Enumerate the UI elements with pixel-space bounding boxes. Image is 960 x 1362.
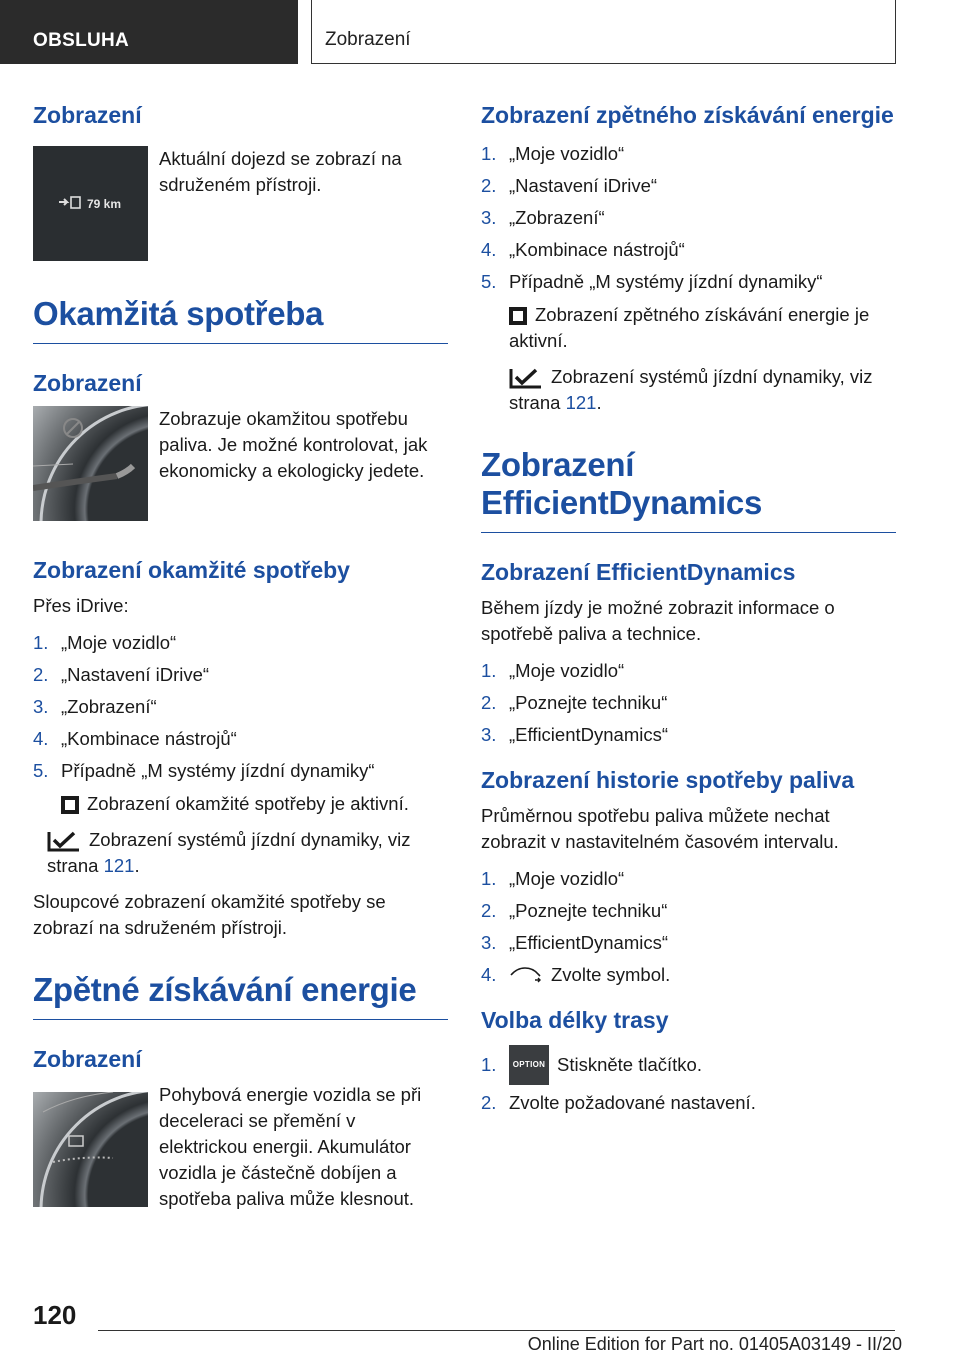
section-text: Během jízdy je možné zobrazit informace o spotřebě paliva a technice. — [481, 597, 835, 644]
section-title: Zobrazení EfficientDynamics — [481, 559, 796, 585]
range-display-image — [33, 146, 148, 261]
steps-list — [481, 138, 896, 298]
list-item: 1. „Moje vozidlo“ — [33, 632, 177, 653]
header-section: OBSLUHA — [0, 0, 298, 64]
section-title: Zobrazení — [33, 370, 142, 396]
section-text: Zobrazuje okamžitou spotřebu paliva. Je možné kontrolovat, jak ekonomicky a ekologicky jedete. — [159, 408, 428, 481]
list-item: 4. „Kombinace nástrojů“ — [481, 239, 685, 260]
note-dynamics: Zobrazení systémů jízdní dynamiky, viz strana 121. — [47, 829, 411, 876]
note-active: Zobrazení zpětného získávání energie je aktivní. — [509, 304, 870, 351]
list-item: 3. „EfficientDynamics“ — [481, 724, 669, 745]
list-item: 3. „EfficientDynamics“ — [481, 932, 669, 953]
list-item: 1. „Moje vozidlo“ — [481, 868, 625, 889]
list-item: 1. „Moje vozidlo“ — [481, 143, 625, 164]
note-active: Zobrazení okamžité spotřeby je aktivní. — [61, 791, 448, 817]
list-item: 3. „Zobrazení“ — [481, 207, 605, 228]
list-item: 2. „Poznejte techniku“ — [481, 900, 668, 921]
option-button-icon: OPTION — [509, 1045, 549, 1085]
list-item: 2. „Poznejte techniku“ — [481, 692, 668, 713]
checkbox-icon — [61, 796, 79, 814]
section-text: Průměrnou spotřebu paliva můžete nechat zobrazit v nastavitelném časovém intervalu. — [481, 805, 839, 852]
section-title: Volba délky trasy — [481, 1007, 669, 1033]
page-link[interactable]: 121 — [103, 855, 135, 876]
list-item: 5. Případně „M systémy jízdní dynamiky“ — [481, 271, 823, 292]
list-item: 1. OPTION Stiskněte tlačítko. — [481, 1043, 896, 1087]
left-column — [33, 100, 448, 1246]
list-item: 2. „Nastavení iDrive“ — [481, 175, 658, 196]
gauge-image — [33, 1092, 148, 1207]
section-text: Pohybová energie vozidla se při deceleraci se přemění v elektrickou energii. Akumulátor vozidla je částečně dobíjen a spotřeba paliva může klesnout. — [159, 1084, 422, 1209]
range-value: 79 km — [87, 197, 122, 211]
intro-recuperation — [33, 1082, 448, 1212]
chapter-heading: Okamžitá spotřeba — [33, 295, 448, 344]
section-text: Sloupcové zobrazení okamžité spotřeby se zobrazí na sdruženém přístroji. — [33, 891, 386, 938]
header-chapter: Zobrazení — [311, 0, 896, 64]
section-title: Zobrazení — [33, 102, 142, 128]
intro-consumption — [33, 406, 448, 521]
checkmark-icon — [47, 830, 81, 852]
steps-list — [33, 627, 448, 787]
section-title: Zobrazení zpětného získávání energie — [481, 102, 894, 128]
gauge-image — [33, 406, 148, 521]
footer-divider — [98, 1330, 895, 1331]
page-link[interactable]: 121 — [565, 392, 597, 413]
chapter-heading: Zpětné získávání energie — [33, 971, 448, 1020]
list-item: 2. „Nastavení iDrive“ — [33, 664, 210, 685]
list-item: 3. „Zobrazení“ — [33, 696, 157, 717]
section-text: Aktuální dojezd se zobrazí na sdruženém přístroji. — [159, 148, 402, 195]
car-symbol-icon — [509, 964, 543, 986]
steps-list — [481, 863, 896, 991]
right-column — [481, 100, 896, 1131]
gauge-dial-icon — [33, 406, 148, 521]
checkbox-icon — [509, 307, 527, 325]
steps-list — [481, 655, 896, 751]
list-item: 4. „Kombinace nástrojů“ — [33, 728, 237, 749]
section-title: Zobrazení okamžité spotřeby — [33, 557, 350, 583]
steps-list — [481, 1043, 896, 1119]
section-intro: Přes iDrive: — [33, 595, 129, 616]
list-item: 5. Případně „M systémy jízdní dynamiky“ — [33, 760, 375, 781]
note-dynamics: Zobrazení systémů jízdní dynamiky, viz strana 121. — [509, 366, 873, 413]
fuel-pump-icon — [33, 146, 148, 261]
checkmark-icon — [509, 367, 543, 389]
list-item: 1. „Moje vozidlo“ — [481, 660, 625, 681]
section-title: Zobrazení — [33, 1046, 142, 1072]
list-item: 4. Zvolte symbol. — [481, 964, 671, 985]
efficient-dynamics-gauge-icon — [33, 1092, 148, 1207]
list-item: 2. Zvolte požadované nastavení. — [481, 1092, 756, 1113]
footer-edition: Online Edition for Part no. 01405A03149 - II/20 — [527, 1334, 902, 1354]
chapter-heading: Zobrazení EfficientDynamics — [481, 446, 896, 533]
page-number: 120 — [33, 1300, 77, 1330]
section-title: Zobrazení historie spotřeby paliva — [481, 767, 855, 793]
